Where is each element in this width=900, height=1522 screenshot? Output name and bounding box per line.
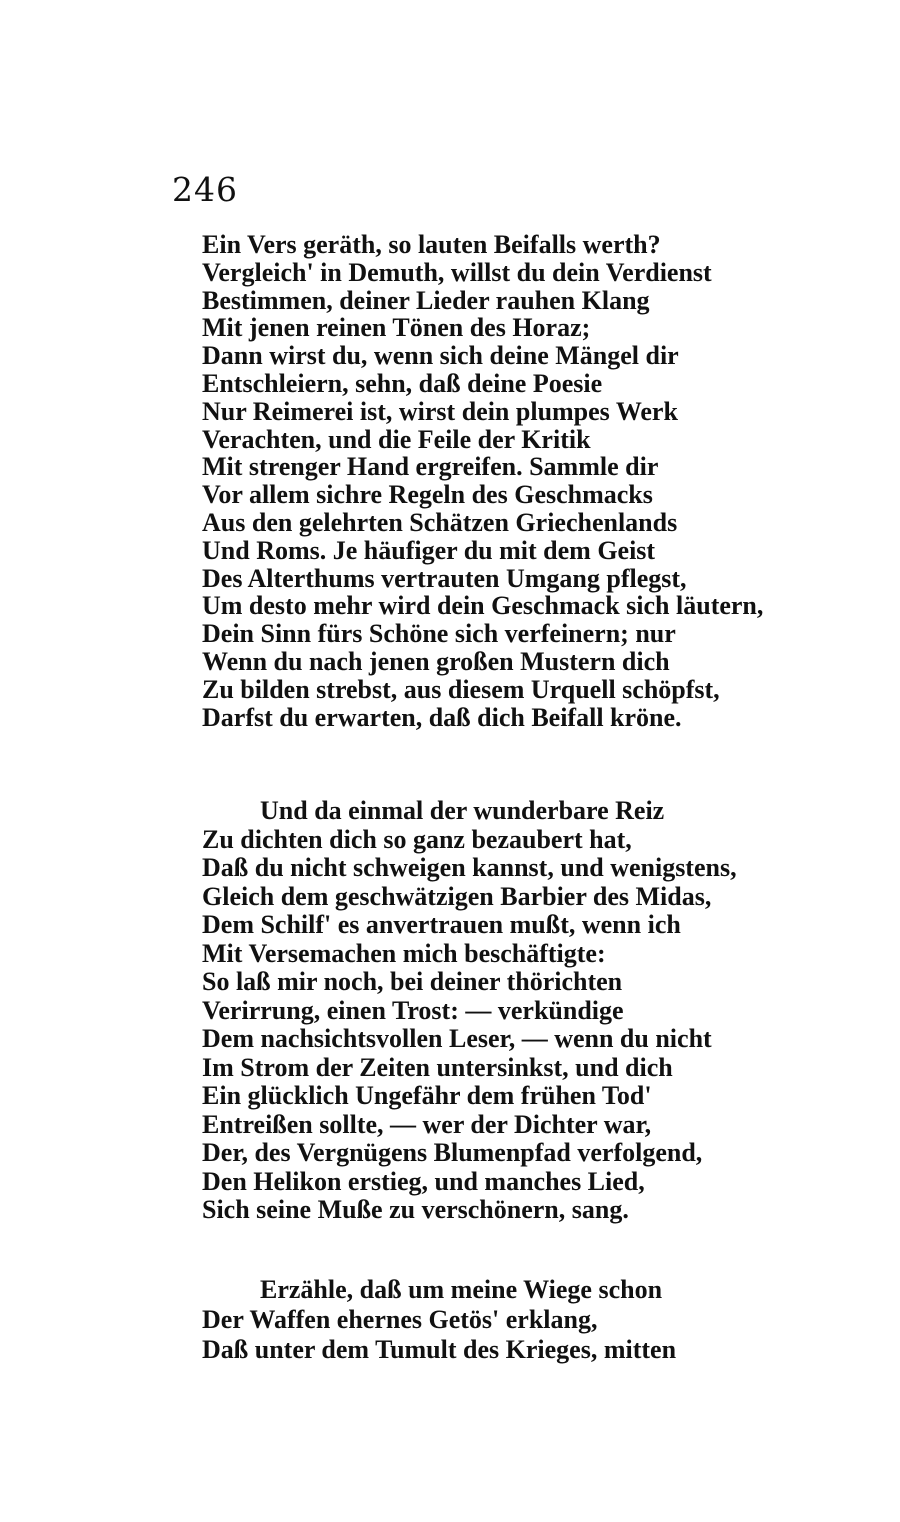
poem-line: Zu dichten dich so ganz bezaubert hat,: [202, 824, 632, 854]
poem-line: Darfst du erwarten, daß dich Beifall kröne.: [202, 702, 682, 732]
poem-line: Den Helikon erstieg, und manches Lied,: [202, 1166, 645, 1196]
poem-line: Nur Reimerei ist, wirst dein plumpes Werk: [202, 396, 678, 426]
poem-line: Der, des Vergnügens Blumenpfad verfolgend,: [202, 1138, 703, 1167]
poem-line: Dem nachsichtsvollen Leser, — wenn du nicht: [202, 1024, 712, 1053]
poem-line: Aus den gelehrten Schätzen Griechenlands: [202, 507, 678, 537]
poem-line: Um desto mehr wird dein Geschmack sich läutern,: [202, 591, 764, 621]
poem-line: Zu bilden strebst, aus diesem Urquell schöpfst,: [202, 674, 720, 704]
stanza-1: [202, 231, 802, 731]
poem-line: Verachten, und die Feile der Kritik: [202, 424, 591, 454]
poem-line: Verirrung, einen Trost: — verkündige: [202, 995, 624, 1025]
poem-line: Daß unter dem Tumult des Krieges, mitten: [202, 1335, 677, 1364]
poem-line: Mit Versemachen mich beschäftigte:: [202, 938, 606, 968]
poem-line: Vor allem sichre Regeln des Geschmacks: [202, 480, 653, 510]
poem-line: Mit jenen reinen Tönen des Horaz;: [202, 313, 591, 343]
poem-line: Dein Sinn fürs Schöne sich verfeinern; nur: [202, 619, 676, 649]
poem-line: Sich seine Muße zu verschönern, sang.: [202, 1195, 629, 1224]
poem-line: Vergleich' in Demuth, willst du dein Verdienst: [202, 257, 712, 287]
poem-line: Im Strom der Zeiten untersinkst, und dich: [202, 1052, 673, 1082]
poem-line: Erzähle, daß um meine Wiege schon: [260, 1275, 663, 1304]
poem-line: Und da einmal der wunderbare Reiz: [260, 796, 665, 825]
poem-line: Mit strenger Hand ergreifen. Sammle dir: [202, 452, 659, 482]
poem-line: Entreißen sollte, — wer der Dichter war,: [202, 1109, 652, 1139]
poem-line: Bestimmen, deiner Lieder rauhen Klang: [202, 285, 650, 315]
poem-line: Ein Vers geräth, so lauten Beifalls werth?: [202, 230, 661, 259]
poem-line: Ein glücklich Ungefähr dem frühen Tod': [202, 1081, 652, 1110]
poem-line: Wenn du nach jenen großen Mustern dich: [202, 646, 670, 676]
poem-line: Entschleiern, sehn, daß deine Poesie: [202, 368, 603, 398]
stanza-3: [202, 1275, 802, 1365]
page-number: 246: [172, 170, 238, 209]
poem-line: Der Waffen ehernes Getös' erklang,: [202, 1305, 598, 1334]
poem-line: Und Roms. Je häufiger du mit dem Geist: [202, 535, 656, 565]
poem-line: Dann wirst du, wenn sich deine Mängel dir: [202, 341, 679, 371]
stanza-2: [202, 797, 802, 1225]
poem-line: Des Alterthums vertrauten Umgang pflegst,: [202, 563, 687, 593]
poem-line: Gleich dem geschwätzigen Barbier des Midas,: [202, 881, 712, 911]
poem-line: Dem Schilf' es anvertrauen mußt, wenn ich: [202, 910, 681, 939]
poem-line: So laß mir noch, bei deiner thörichten: [202, 967, 623, 996]
poem-line: Daß du nicht schweigen kannst, und wenigstens,: [202, 853, 737, 882]
